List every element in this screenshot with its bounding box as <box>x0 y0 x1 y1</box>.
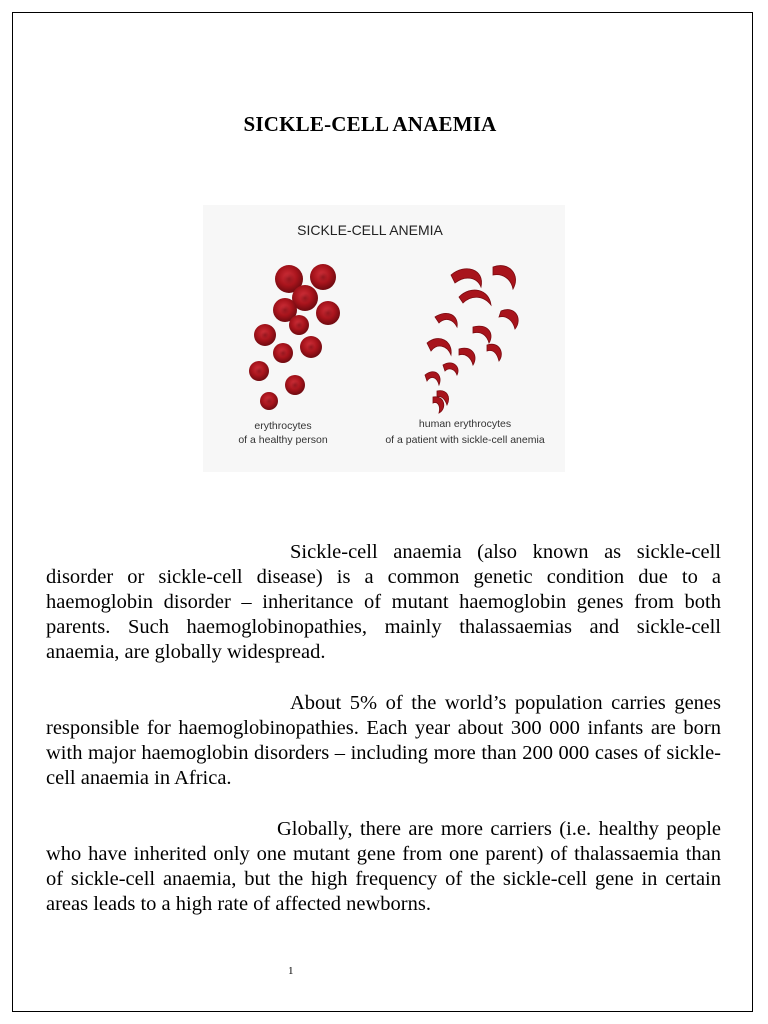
sickle-cell-figure <box>203 205 565 472</box>
paragraph-3: Globally, there are more carriers (i.e. healthy people who have inherited only one mutant gene from one parent) of thalassaemia than of sickle-cell anaemia, but the high frequency of the sickle-cell gene in certain areas leads to a high rate of affected newborns. <box>46 818 721 915</box>
paragraph-2: About 5% of the world’s population carries genes responsible for haemoglobinopathies. Each year about 300 000 infants are born with major haemoglobin disorders – including more than 200 000 cases of sickle-cell anaemia in Africa. <box>46 692 721 789</box>
sickle-cell <box>451 269 482 287</box>
page-number: 1 <box>288 965 294 977</box>
healthy-cell <box>285 375 305 395</box>
left-caption-line2: of a healthy person <box>238 434 328 446</box>
healthy-cell <box>249 361 269 381</box>
sickle-cell <box>487 344 501 361</box>
figure-illustration <box>203 205 565 472</box>
healthy-cell <box>316 301 340 325</box>
sickle-cell <box>443 363 458 375</box>
sickle-cell <box>459 348 475 365</box>
healthy-cell <box>310 264 336 290</box>
healthy-cells <box>249 264 340 410</box>
sickle-cells <box>425 266 518 413</box>
sickle-cell <box>493 266 516 289</box>
sickle-cell <box>427 339 451 355</box>
figure-heading: SICKLE-CELL ANEMIA <box>297 222 443 238</box>
sickle-cell <box>425 372 440 385</box>
page-title: SICKLE-CELL ANAEMIA <box>243 112 497 136</box>
sickle-cell <box>473 326 491 343</box>
sickle-cell <box>459 290 491 305</box>
healthy-cell <box>260 392 278 410</box>
healthy-cell <box>254 324 276 346</box>
sickle-cell <box>435 313 457 327</box>
right-caption-line1: human erythrocytes <box>418 418 512 430</box>
healthy-cell <box>289 315 309 335</box>
left-caption-line1: erythrocytes <box>254 420 312 432</box>
sickle-cell <box>433 397 444 413</box>
paragraph-1: Sickle-cell anaemia (also known as sickle-cell disorder or sickle-cell disease) is a common genetic condition due to a haemoglobin disorder – inheritance of mutant haemoglobin genes from both parents. Such haemoglobinopathies, mainly thalassaemias and sickle-cell anaemia, are globally widespread. <box>46 541 721 663</box>
sickle-cell <box>499 310 518 329</box>
healthy-cell <box>300 336 322 358</box>
healthy-cell <box>273 343 293 363</box>
right-caption-line2: of a patient with sickle-cell anemia <box>385 434 545 446</box>
